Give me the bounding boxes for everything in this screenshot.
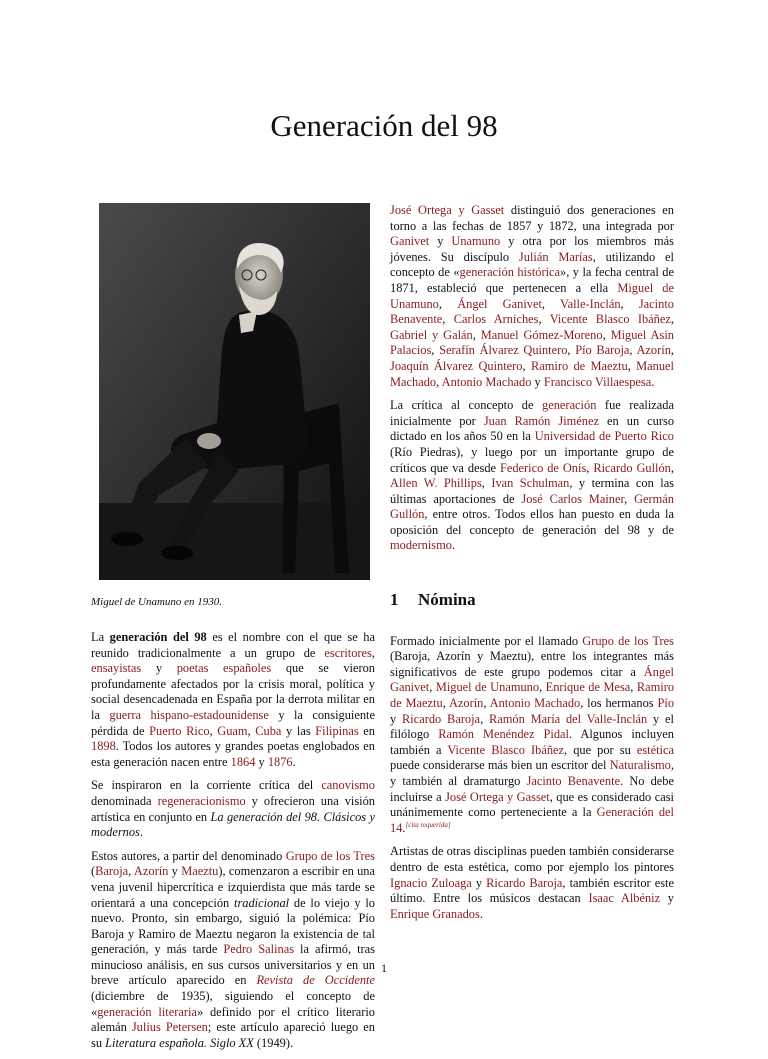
figure-caption: Miguel de Unamuno en 1930.: [91, 596, 223, 608]
bold-term: generación del 98: [109, 630, 207, 644]
text-run: distinguió dos generaciones en torno a las fechas de 1857 y 1872, una integrada por: [390, 203, 674, 233]
text-run: .: [479, 906, 483, 921]
text-run: , también escritor este último. Entre los músicos destacan: [390, 875, 674, 906]
text-run: y la consiguiente pérdida de: [91, 707, 375, 738]
text-run: Se inspiraron en la corriente crítica del: [91, 778, 322, 793]
wiki-link[interactable]: Francisco Villaespesa: [543, 374, 652, 389]
wiki-link[interactable]: José Ortega y Gasset: [390, 203, 505, 217]
wiki-link[interactable]: Azorín: [636, 343, 671, 358]
wiki-link[interactable]: Federico de Onís: [499, 460, 587, 475]
page-title: Generación del 98: [270, 108, 498, 143]
wiki-link[interactable]: Enrique de Mesa: [545, 680, 631, 695]
paragraph-ortega: [390, 203, 674, 390]
wiki-link[interactable]: canovismo: [321, 778, 375, 793]
wiki-link[interactable]: generación histórica: [459, 265, 561, 280]
wiki-link[interactable]: Vicente Blasco Ibáñez: [549, 312, 671, 327]
text-run: ,: [522, 358, 531, 373]
text-run: y: [390, 711, 402, 726]
text-run: (1949).: [253, 1035, 294, 1050]
text-run: ), comenzaron a escribir en una vena juvenil hipercrítica e izquierdista que más tarde se orientará a una concepción: [91, 864, 376, 910]
text-run: (Río Piedras), y luego por un importante grupo de críticos que va desde: [390, 444, 674, 475]
text-run: ,: [247, 723, 256, 738]
text-run: ,: [620, 296, 639, 311]
wiki-link[interactable]: Manuel Gómez-Moreno: [480, 327, 603, 342]
wiki-link[interactable]: Baroja: [95, 864, 129, 879]
wiki-link[interactable]: Guam: [217, 723, 248, 738]
text-run: , y también al dramaturgo: [390, 758, 674, 788]
wiki-link[interactable]: escritores: [324, 645, 372, 660]
text-run: , utilizando el concepto de «: [390, 249, 674, 280]
text-run: , y termina con las últimas aportaciones de: [390, 476, 675, 506]
text-run: ,: [567, 343, 576, 358]
wiki-link[interactable]: Ivan Schulman: [491, 476, 570, 491]
text-run: , entre otros. Todos ellos han puesto en duda la oposición del concepto de generación del 98 y de: [390, 507, 674, 537]
paragraph-grupo-tres: [91, 849, 375, 1052]
text-run: », y la fecha central de 1871, estableció que pertenecen a ella: [390, 265, 674, 295]
unamuno-portrait-image: [99, 203, 370, 580]
wiki-link[interactable]: Pío Baroja: [575, 343, 630, 358]
wiki-link[interactable]: Vicente Blasco Ibáñez: [447, 742, 565, 757]
text-run: . Todos los autores y grandes poetas englobados en esta generación nacen entre: [91, 739, 375, 769]
wiki-link[interactable]: Maeztu: [181, 864, 219, 879]
wiki-link[interactable]: Miguel de Unamuno: [390, 280, 674, 311]
text-run: y otra por los miembros más jóvenes. Su discípulo: [390, 234, 675, 264]
text-run: fue realizada inicialmente por: [390, 398, 674, 428]
wiki-link[interactable]: Ricardo Baroja: [402, 711, 481, 726]
wiki-link[interactable]: 1864: [230, 754, 256, 769]
text-run: ,: [371, 645, 375, 660]
text-run: y: [255, 754, 268, 769]
text-run: y: [429, 234, 452, 249]
section-title: Nómina: [418, 590, 476, 610]
wiki-link[interactable]: Ricardo Gullón: [593, 460, 671, 475]
text-run: ,: [128, 864, 134, 879]
wiki-link[interactable]: Antonio Machado: [489, 696, 581, 711]
text-run: la afirmó, tras minucioso análisis, en sus cursos universitarios y en un breve artículo aparecido en: [91, 942, 375, 988]
wiki-link[interactable]: Germán Gullón: [390, 491, 674, 522]
wiki-link[interactable]: Naturalismo: [609, 758, 671, 773]
text-run: y: [531, 374, 544, 389]
text-run: La crítica al concepto de: [390, 398, 543, 413]
text-run: (Baroja, Azorín y Maeztu), entre los integrantes más significativos de este grupo podemos citar a: [390, 649, 674, 679]
text-run: .: [451, 538, 456, 553]
wiki-link[interactable]: guerra hispano-estadounidense: [109, 707, 269, 722]
text-run: ,: [209, 723, 218, 738]
text-run: tradicional: [234, 895, 290, 910]
text-run: en: [358, 723, 375, 738]
wiki-link[interactable]: Isaac Albéniz: [588, 891, 661, 906]
wiki-link[interactable]: Ramón Menéndez Pidal: [438, 727, 569, 742]
text-run: .: [402, 820, 406, 835]
text-run: Artistas de otras disciplinas pueden también considerarse dentro de esta estética, como por ejemplo los pintores: [390, 844, 674, 874]
paragraph-regeneracionismo: [91, 778, 375, 840]
wiki-link[interactable]: Serafín Álvarez Quintero: [439, 343, 568, 358]
text-run: denominada: [91, 793, 158, 808]
text-run: ,: [630, 680, 637, 695]
portrait-photo: [99, 203, 370, 580]
paragraph-nomina: [390, 634, 674, 837]
wiki-link[interactable]: Juan Ramón Jiménez: [483, 413, 599, 428]
text-run: .: [292, 754, 296, 769]
text-run: ,: [670, 343, 675, 358]
text-run: . No debe incluirse a: [390, 774, 674, 804]
wiki-link[interactable]: Revista de Occidente: [256, 973, 375, 988]
wiki-link[interactable]: Ramón María del Valle-Inclán: [488, 711, 648, 726]
text-run: ,: [670, 460, 674, 475]
wiki-link[interactable]: Ganivet: [390, 234, 430, 249]
wiki-link[interactable]: José Carlos Mainer: [521, 491, 625, 506]
text-run: ,: [629, 343, 637, 358]
wiki-link[interactable]: Julián Marías: [518, 249, 593, 264]
wiki-link[interactable]: Miguel de Unamuno: [435, 680, 540, 695]
text-run: y las: [281, 723, 316, 738]
wiki-link[interactable]: generación literaria: [97, 1004, 197, 1019]
wiki-link[interactable]: Unamuno: [451, 234, 501, 249]
text-run: La: [91, 630, 110, 644]
wiki-link[interactable]: Generación del 14: [390, 805, 674, 835]
wiki-link[interactable]: generación: [542, 398, 597, 413]
wiki-link[interactable]: 1898: [91, 739, 116, 754]
text-run: en un curso dictado en los años 50 en la: [390, 413, 675, 444]
text-run: Formado inicialmente por el llamado: [390, 633, 583, 648]
wiki-link[interactable]: Cuba: [255, 723, 282, 738]
wiki-link[interactable]: Filipinas: [315, 723, 359, 738]
wiki-link[interactable]: Gabriel y Galán: [390, 327, 473, 342]
text-run: ,: [541, 296, 560, 311]
wiki-link[interactable]: Grupo de los Tres: [285, 848, 375, 863]
text-run: , que es considerado casi unánimemente como perteneciente a la: [390, 789, 674, 820]
citation-needed: [406, 821, 451, 829]
text-run: ,: [483, 696, 490, 711]
text-run: de lo viejo y lo nuevo. Pronto, sin embargo, siguió la polémica: Pío Baroja y Ramiro de Maeztu negaron la existencia de tal generación, y más tarde: [91, 895, 375, 957]
text-run: ,: [602, 327, 611, 342]
wiki-link[interactable]: Grupo de los Tres: [582, 633, 675, 648]
wiki-link[interactable]: José Ortega y Gasset: [445, 789, 550, 804]
page-number: 1: [381, 961, 387, 975]
right-column: [390, 203, 674, 930]
text-run: Literatura española. Siglo XX: [105, 1035, 254, 1050]
text-run: » definido por el crítico literario alemán: [91, 1004, 376, 1035]
wiki-link[interactable]: Pedro Salinas: [223, 942, 295, 957]
wiki-link[interactable]: Ángel Ganivet: [457, 296, 542, 311]
text-run: ,: [442, 696, 449, 711]
wiki-link[interactable]: Julius Petersen: [131, 1020, 208, 1035]
wiki-link[interactable]: Azorín: [133, 864, 169, 879]
text-run: ,: [429, 680, 436, 695]
text-run: es el nombre con el que se ha reunido tradicionalmente a un grupo de: [91, 630, 376, 660]
text-run: Estos autores, a partir del denominado: [91, 848, 286, 863]
text-run: ,: [481, 476, 492, 491]
text-run: ,: [438, 296, 458, 311]
text-run: y el filólogo: [390, 711, 674, 742]
wiki-link[interactable]: 1876: [267, 754, 293, 769]
wiki-link[interactable]: Puerto Rico: [149, 723, 210, 738]
text-run: , los hermanos: [580, 696, 658, 711]
wiki-link[interactable]: Ignacio Zuloaga: [390, 875, 472, 890]
section-heading-nomina: [390, 592, 674, 608]
text-run: y ofrecieron una visión artística en conjunto en: [91, 793, 375, 824]
text-run: ,: [627, 358, 637, 373]
wiki-link[interactable]: Ricardo Baroja: [486, 875, 563, 890]
wiki-link[interactable]: Manuel Machado: [390, 358, 674, 389]
wiki-link[interactable]: Azorín: [448, 696, 484, 711]
text-run: ; este artículo apareció luego en su: [91, 1020, 375, 1050]
text-run: ,: [624, 491, 635, 506]
text-run: ,: [670, 312, 674, 327]
wiki-link[interactable]: Ramiro de Maeztu: [530, 358, 628, 373]
text-run: y: [141, 661, 177, 676]
wiki-link[interactable]: modernismo: [390, 538, 452, 553]
text-run: . Algunos incluyen también a: [390, 727, 674, 757]
wiki-link[interactable]: Pío: [657, 696, 675, 711]
text-run: La generación del 98. Clásicos y modernos: [91, 809, 376, 840]
wiki-link[interactable]: poetas españoles: [176, 661, 272, 676]
wiki-link[interactable]: Jacinto Benavente: [390, 296, 674, 327]
wiki-link[interactable]: Ángel Ganivet: [390, 664, 674, 695]
wiki-link[interactable]: Valle-Inclán: [560, 296, 621, 311]
wiki-link[interactable]: estética: [636, 742, 674, 757]
text-run: ,: [436, 374, 442, 389]
text-run: .: [139, 825, 143, 840]
wiki-link[interactable]: Allen W. Phillips: [390, 476, 482, 491]
text-run: ,: [586, 460, 594, 475]
text-run: ,: [431, 343, 440, 358]
wiki-link[interactable]: Universidad de Puerto Rico: [534, 429, 674, 444]
wiki-link[interactable]: ensayistas: [91, 661, 142, 676]
text-run: y: [660, 891, 674, 906]
wiki-link[interactable]: Enrique Granados: [390, 906, 480, 921]
section-number: 1: [390, 590, 399, 610]
text-run: (diciembre de 1935), siguiendo el concepto de «: [91, 989, 375, 1019]
wiki-link[interactable]: [cita requerida]: [405, 820, 451, 829]
wiki-link[interactable]: Antonio Machado: [441, 374, 532, 389]
text-run: que se vieron profundamente afectados por la crisis moral, política y social desencadenada en España por la derrota militar en la: [91, 661, 375, 722]
text-run: ,: [539, 680, 546, 695]
wiki-link[interactable]: Carlos Arniches: [453, 312, 539, 327]
wiki-link[interactable]: Miguel Asín Palacios: [390, 327, 674, 358]
text-run: .: [651, 374, 655, 389]
text-run: y: [168, 864, 182, 879]
text-run: , que por su: [564, 742, 637, 757]
wiki-link[interactable]: Ramiro de Maeztu: [390, 680, 675, 711]
text-run: y: [471, 875, 487, 890]
left-column: [91, 630, 375, 1059]
paragraph-intro: [91, 630, 375, 770]
wiki-link[interactable]: Jacinto Benavente: [526, 774, 621, 788]
paragraph-critica: [390, 398, 674, 554]
text-run: ,: [480, 711, 489, 726]
text-run: (: [91, 864, 96, 879]
text-run: ,: [442, 312, 454, 327]
text-run: puede considerarse más bien un escritor del: [390, 758, 610, 773]
text-run: ,: [472, 327, 481, 342]
wiki-link[interactable]: regeneracionismo: [157, 793, 246, 808]
wiki-link[interactable]: Joaquín Álvarez Quintero: [390, 358, 523, 373]
text-run: ,: [538, 312, 550, 327]
paragraph-artistas: [390, 844, 674, 922]
